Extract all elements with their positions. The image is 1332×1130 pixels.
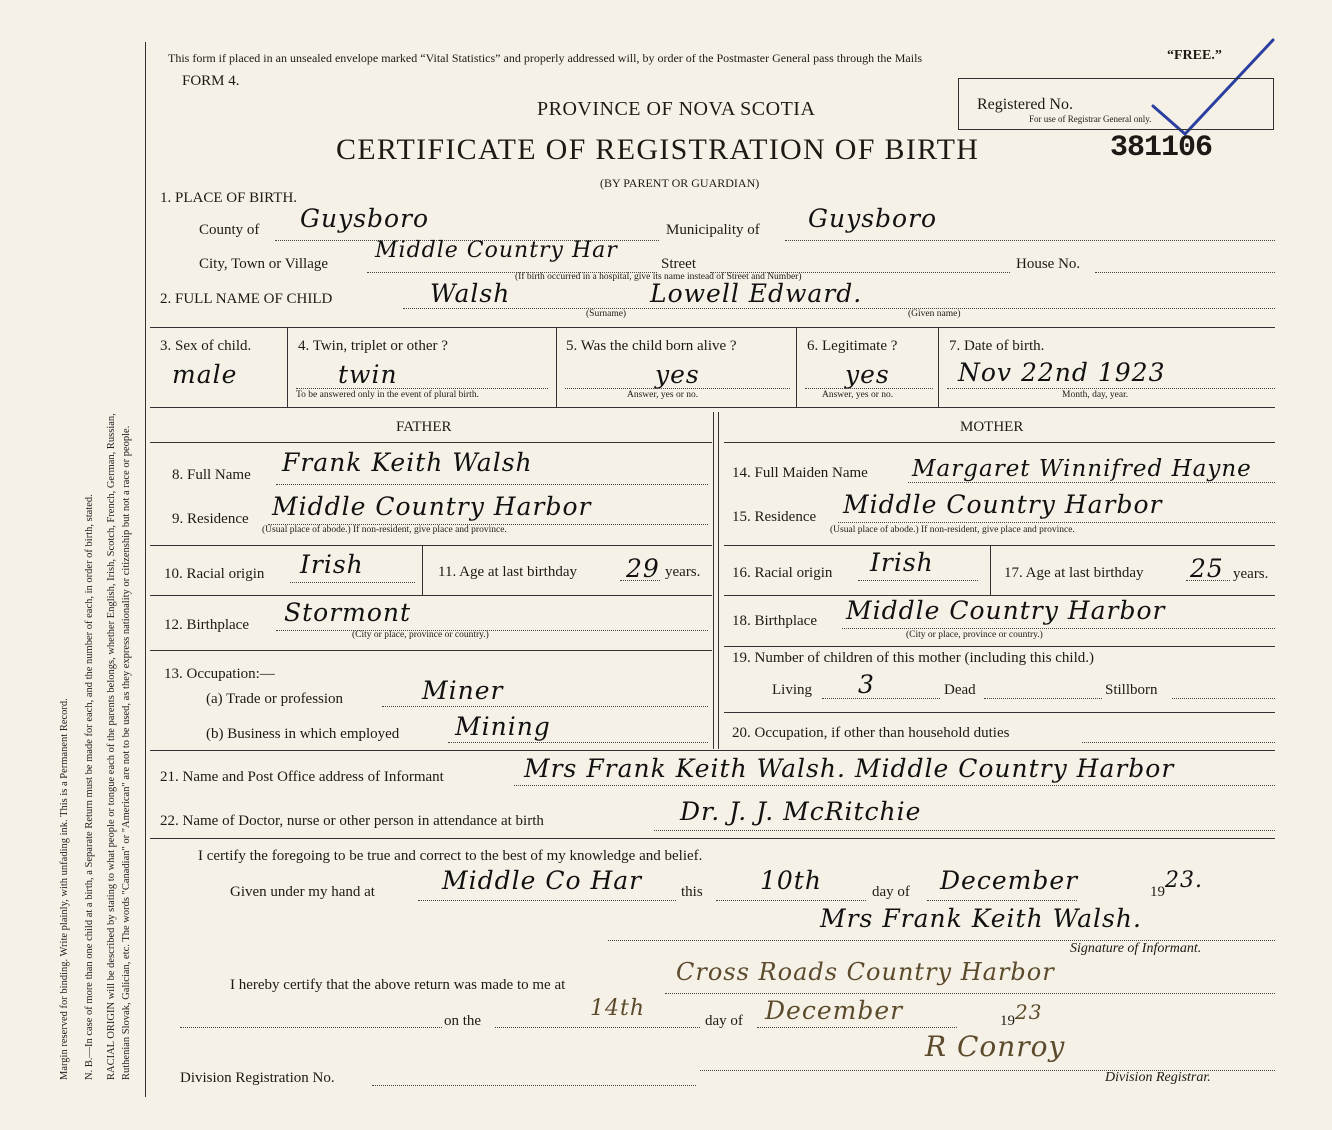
mother-birthplace-note: (City or place, province or country.) — [906, 630, 1043, 640]
legitimate-line — [805, 388, 933, 389]
twin-line — [296, 388, 548, 389]
father-heading: FATHER — [396, 419, 452, 435]
margin-note-binding: Margin reserved for binding. Write plainly, with unfading ink. This is a Permanent Record. — [59, 698, 70, 1080]
mother-birthplace-label: 18. Birthplace — [732, 613, 817, 629]
mother-birthplace-value: Middle Country Harbor — [846, 596, 1166, 625]
day-of-label: day of — [872, 884, 910, 900]
business-value: Mining — [455, 712, 551, 741]
on-year-value: 23 — [1015, 1000, 1043, 1024]
return-place-line-2 — [180, 1027, 442, 1028]
on-day-line — [495, 1027, 700, 1028]
father-racial-origin-label: 10. Racial origin — [164, 566, 265, 582]
on-year-prefix: 19 — [1000, 1013, 1015, 1029]
father-age-divider — [422, 545, 423, 595]
legitimate-value: yes — [845, 360, 890, 389]
division-registration-no-label: Division Registration No. — [180, 1070, 335, 1086]
father-name-label: 8. Full Name — [172, 467, 251, 483]
date-of-birth-label: 7. Date of birth. — [949, 338, 1045, 354]
doctor-line — [654, 830, 1275, 831]
rule-informant-top — [150, 750, 1275, 751]
father-birthplace-note: (City or place, province or country.) — [352, 630, 489, 640]
given-place-value: Middle Co Har — [442, 866, 643, 895]
on-day-value: 14th — [590, 996, 646, 1021]
binding-margin-line — [145, 42, 146, 1097]
mother-years-label: years. — [1233, 566, 1269, 582]
dead-label: Dead — [944, 682, 976, 698]
month-line — [927, 900, 1077, 901]
free-mark: “FREE.” — [1167, 48, 1222, 63]
year-value: 23. — [1165, 868, 1203, 893]
father-residence-value: Middle Country Harbor — [272, 492, 592, 521]
sex-label: 3. Sex of child. — [160, 338, 252, 354]
date-of-birth-value: Nov 22nd 1923 — [958, 358, 1166, 387]
sex-value: male — [172, 360, 238, 389]
legitimate-note: Answer, yes or no. — [822, 390, 894, 400]
living-label: Living — [772, 682, 812, 698]
day-line — [716, 900, 866, 901]
margin-note-multiple-births: N. B.—In case of more than one child at a birth, a Separate Return must be made for each, and the number of each, in order of birth, stated. — [84, 494, 95, 1080]
parents-divider-left — [713, 412, 714, 749]
mother-residence-label: 15. Residence — [732, 509, 817, 525]
rule-top-child-row — [150, 327, 1275, 328]
mother-heading-rule — [724, 442, 1275, 443]
on-month-value: December — [765, 996, 904, 1025]
father-racial-origin-value: Irish — [300, 550, 364, 579]
father-rule-3 — [150, 650, 712, 651]
mother-occupation-line — [1082, 742, 1275, 743]
father-age-value: 29 — [626, 554, 660, 583]
mother-occupation-label: 20. Occupation, if other than household duties — [732, 725, 1010, 741]
mother-age-label: 17. Age at last birthday — [1004, 565, 1144, 581]
father-name-value: Frank Keith Walsh — [282, 448, 533, 477]
child-name-line — [403, 308, 1275, 309]
child-row-divider-4 — [938, 327, 939, 407]
doctor-value: Dr. J. J. McRitchie — [680, 797, 922, 826]
trade-value: Miner — [422, 676, 504, 705]
county-value: Guysboro — [300, 204, 430, 233]
child-name-label: 2. FULL NAME OF CHILD — [160, 291, 333, 307]
place-of-birth-heading: 1. PLACE OF BIRTH. — [160, 190, 298, 206]
certificate-subtitle: (BY PARENT OR GUARDIAN) — [600, 176, 760, 190]
given-place-line — [418, 900, 676, 901]
trade-label: (a) Trade or profession — [206, 691, 344, 707]
registered-no-label: Registered No. — [977, 96, 1073, 113]
child-row-divider-3 — [796, 327, 797, 407]
informant-line — [514, 785, 1275, 786]
father-birthplace-line — [276, 630, 708, 631]
trade-line — [382, 706, 708, 707]
child-surname-value: Walsh — [430, 279, 511, 308]
mother-age-value: 25 — [1190, 554, 1224, 583]
certificate-title: CERTIFICATE OF REGISTRATION OF BIRTH — [336, 133, 980, 166]
informant-label: 21. Name and Post Office address of Informant — [160, 769, 444, 785]
hospital-note: (If birth occurred in a hospital, give its name instead of Street and Number) — [515, 272, 802, 282]
registrar-use-note: For use of Registrar General only. — [1029, 114, 1152, 124]
city-value: Middle Country Har — [375, 238, 618, 263]
doctor-label: 22. Name of Doctor, nurse or other person in attendance at birth — [160, 813, 544, 829]
children-count-label: 19. Number of children of this mother (including this child.) — [732, 650, 1095, 666]
municipality-line — [785, 240, 1275, 241]
county-label: County of — [199, 222, 260, 238]
twin-note: To be answered only in the event of plural birth. — [296, 390, 479, 400]
margin-note-racial-origin: RACIAL ORIGIN will be described by stating to what people or tongue each of the parents belongs, whether English, Irish, Scotch, French, German, Russian, — [106, 413, 117, 1080]
stillborn-line — [1172, 698, 1275, 699]
mother-rule-1 — [724, 545, 1275, 546]
father-residence-note: (Usual place of abode.) If non-resident, give place and province. — [262, 525, 507, 535]
margin-note-racial-origin-2: Ruthenian Slovak, Galician, etc. The words "Canadian" or "American" are not to be used, as they express nationality or citizenship but not a race or people. — [121, 425, 132, 1080]
father-rule-2 — [150, 595, 712, 596]
twin-value: twin — [338, 360, 398, 389]
on-month-line — [757, 1027, 957, 1028]
child-row-divider-1 — [287, 327, 288, 407]
father-racial-origin-line — [290, 582, 415, 583]
division-registrar-label: Division Registrar. — [1105, 1070, 1211, 1085]
mother-name-line — [908, 482, 1275, 483]
city-label: City, Town or Village — [199, 256, 329, 272]
dead-line — [984, 698, 1102, 699]
house-number-label: House No. — [1016, 256, 1081, 272]
child-given-name-value: Lowell Edward. — [650, 279, 863, 308]
province-heading: PROVINCE OF NOVA SCOTIA — [537, 98, 816, 120]
mother-residence-value: Middle Country Harbor — [843, 490, 1163, 519]
stillborn-label: Stillborn — [1105, 682, 1158, 698]
legitimate-label: 6. Legitimate ? — [807, 338, 898, 354]
mother-residence-note: (Usual place of abode.) If non-resident, give place and province. — [830, 525, 1075, 535]
return-place-value: Cross Roads Country Harbor — [676, 958, 1055, 986]
this-label: this — [681, 884, 703, 900]
postal-notice: This form if placed in an unsealed envelope marked “Vital Statistics” and properly addressed will, by order of the Postmaster General pass through the Mails — [168, 51, 923, 65]
registered-number-box — [958, 78, 1274, 130]
mother-name-value: Margaret Winnifred Hayne — [912, 456, 1252, 482]
month-value: December — [940, 866, 1079, 895]
living-line — [822, 698, 940, 699]
informant-value: Mrs Frank Keith Walsh. Middle Country Harbor — [524, 754, 1175, 783]
registrar-signature: R Conroy — [925, 1030, 1066, 1063]
form-number: FORM 4. — [182, 73, 240, 89]
mother-racial-origin-label: 16. Racial origin — [732, 565, 833, 581]
return-made-label: I hereby certify that the above return was made to me at — [230, 977, 566, 993]
informant-signature: Mrs Frank Keith Walsh. — [820, 904, 1142, 933]
municipality-label: Municipality of — [666, 222, 760, 238]
mother-name-label: 14. Full Maiden Name — [732, 465, 868, 481]
father-years-label: years. — [665, 564, 701, 580]
mother-rule-4 — [724, 712, 1275, 713]
living-value: 3 — [858, 670, 875, 699]
day-value: 10th — [760, 866, 822, 895]
business-line — [448, 742, 708, 743]
date-of-birth-line — [947, 388, 1275, 389]
on-the-label: on the — [444, 1013, 482, 1029]
mother-residence-line — [838, 522, 1275, 523]
father-birthplace-value: Stormont — [284, 598, 412, 627]
mother-age-divider — [990, 545, 991, 595]
house-number-line — [1095, 272, 1275, 273]
father-heading-rule — [150, 442, 712, 443]
date-of-birth-note: Month, day, year. — [1062, 390, 1129, 400]
signature-of-informant-label: Signature of Informant. — [1070, 941, 1202, 956]
return-place-line — [665, 993, 1275, 994]
father-residence-label: 9. Residence — [172, 511, 249, 527]
twin-label: 4. Twin, triplet or other ? — [298, 338, 448, 354]
on-day-of-label: day of — [705, 1013, 743, 1029]
born-alive-note: Answer, yes or no. — [627, 390, 699, 400]
given-under-hand-label: Given under my hand at — [230, 884, 375, 900]
parents-divider-right — [718, 412, 719, 749]
year-prefix: 19 — [1150, 884, 1165, 900]
rule-bottom-child-row — [150, 407, 1275, 408]
father-birthplace-label: 12. Birthplace — [164, 617, 249, 633]
business-label: (b) Business in which employed — [206, 726, 400, 742]
rule-certify-top — [150, 838, 1275, 839]
mother-birthplace-line — [842, 628, 1275, 629]
division-registration-no-line — [372, 1085, 696, 1086]
child-row-divider-2 — [556, 327, 557, 407]
born-alive-label: 5. Was the child born alive ? — [566, 338, 737, 354]
father-rule-1 — [150, 545, 712, 546]
street-label: Street — [661, 256, 696, 272]
municipality-value: Guysboro — [808, 204, 938, 233]
mother-heading: MOTHER — [960, 419, 1024, 435]
certificate-number-stamp: 381106 — [1110, 131, 1213, 165]
surname-note: (Surname) — [586, 309, 627, 319]
occupation-label: 13. Occupation:— — [164, 666, 275, 682]
father-name-line — [276, 484, 708, 485]
born-alive-line — [565, 388, 790, 389]
certify-statement: I certify the foregoing to be true and correct to the best of my knowledge and belief. — [198, 848, 703, 864]
given-name-note: (Given name) — [908, 309, 961, 319]
mother-racial-origin-value: Irish — [870, 548, 934, 577]
father-age-label: 11. Age at last birthday — [438, 564, 577, 580]
mother-racial-origin-line — [858, 580, 978, 581]
born-alive-value: yes — [655, 360, 700, 389]
mother-rule-3 — [724, 646, 1275, 647]
